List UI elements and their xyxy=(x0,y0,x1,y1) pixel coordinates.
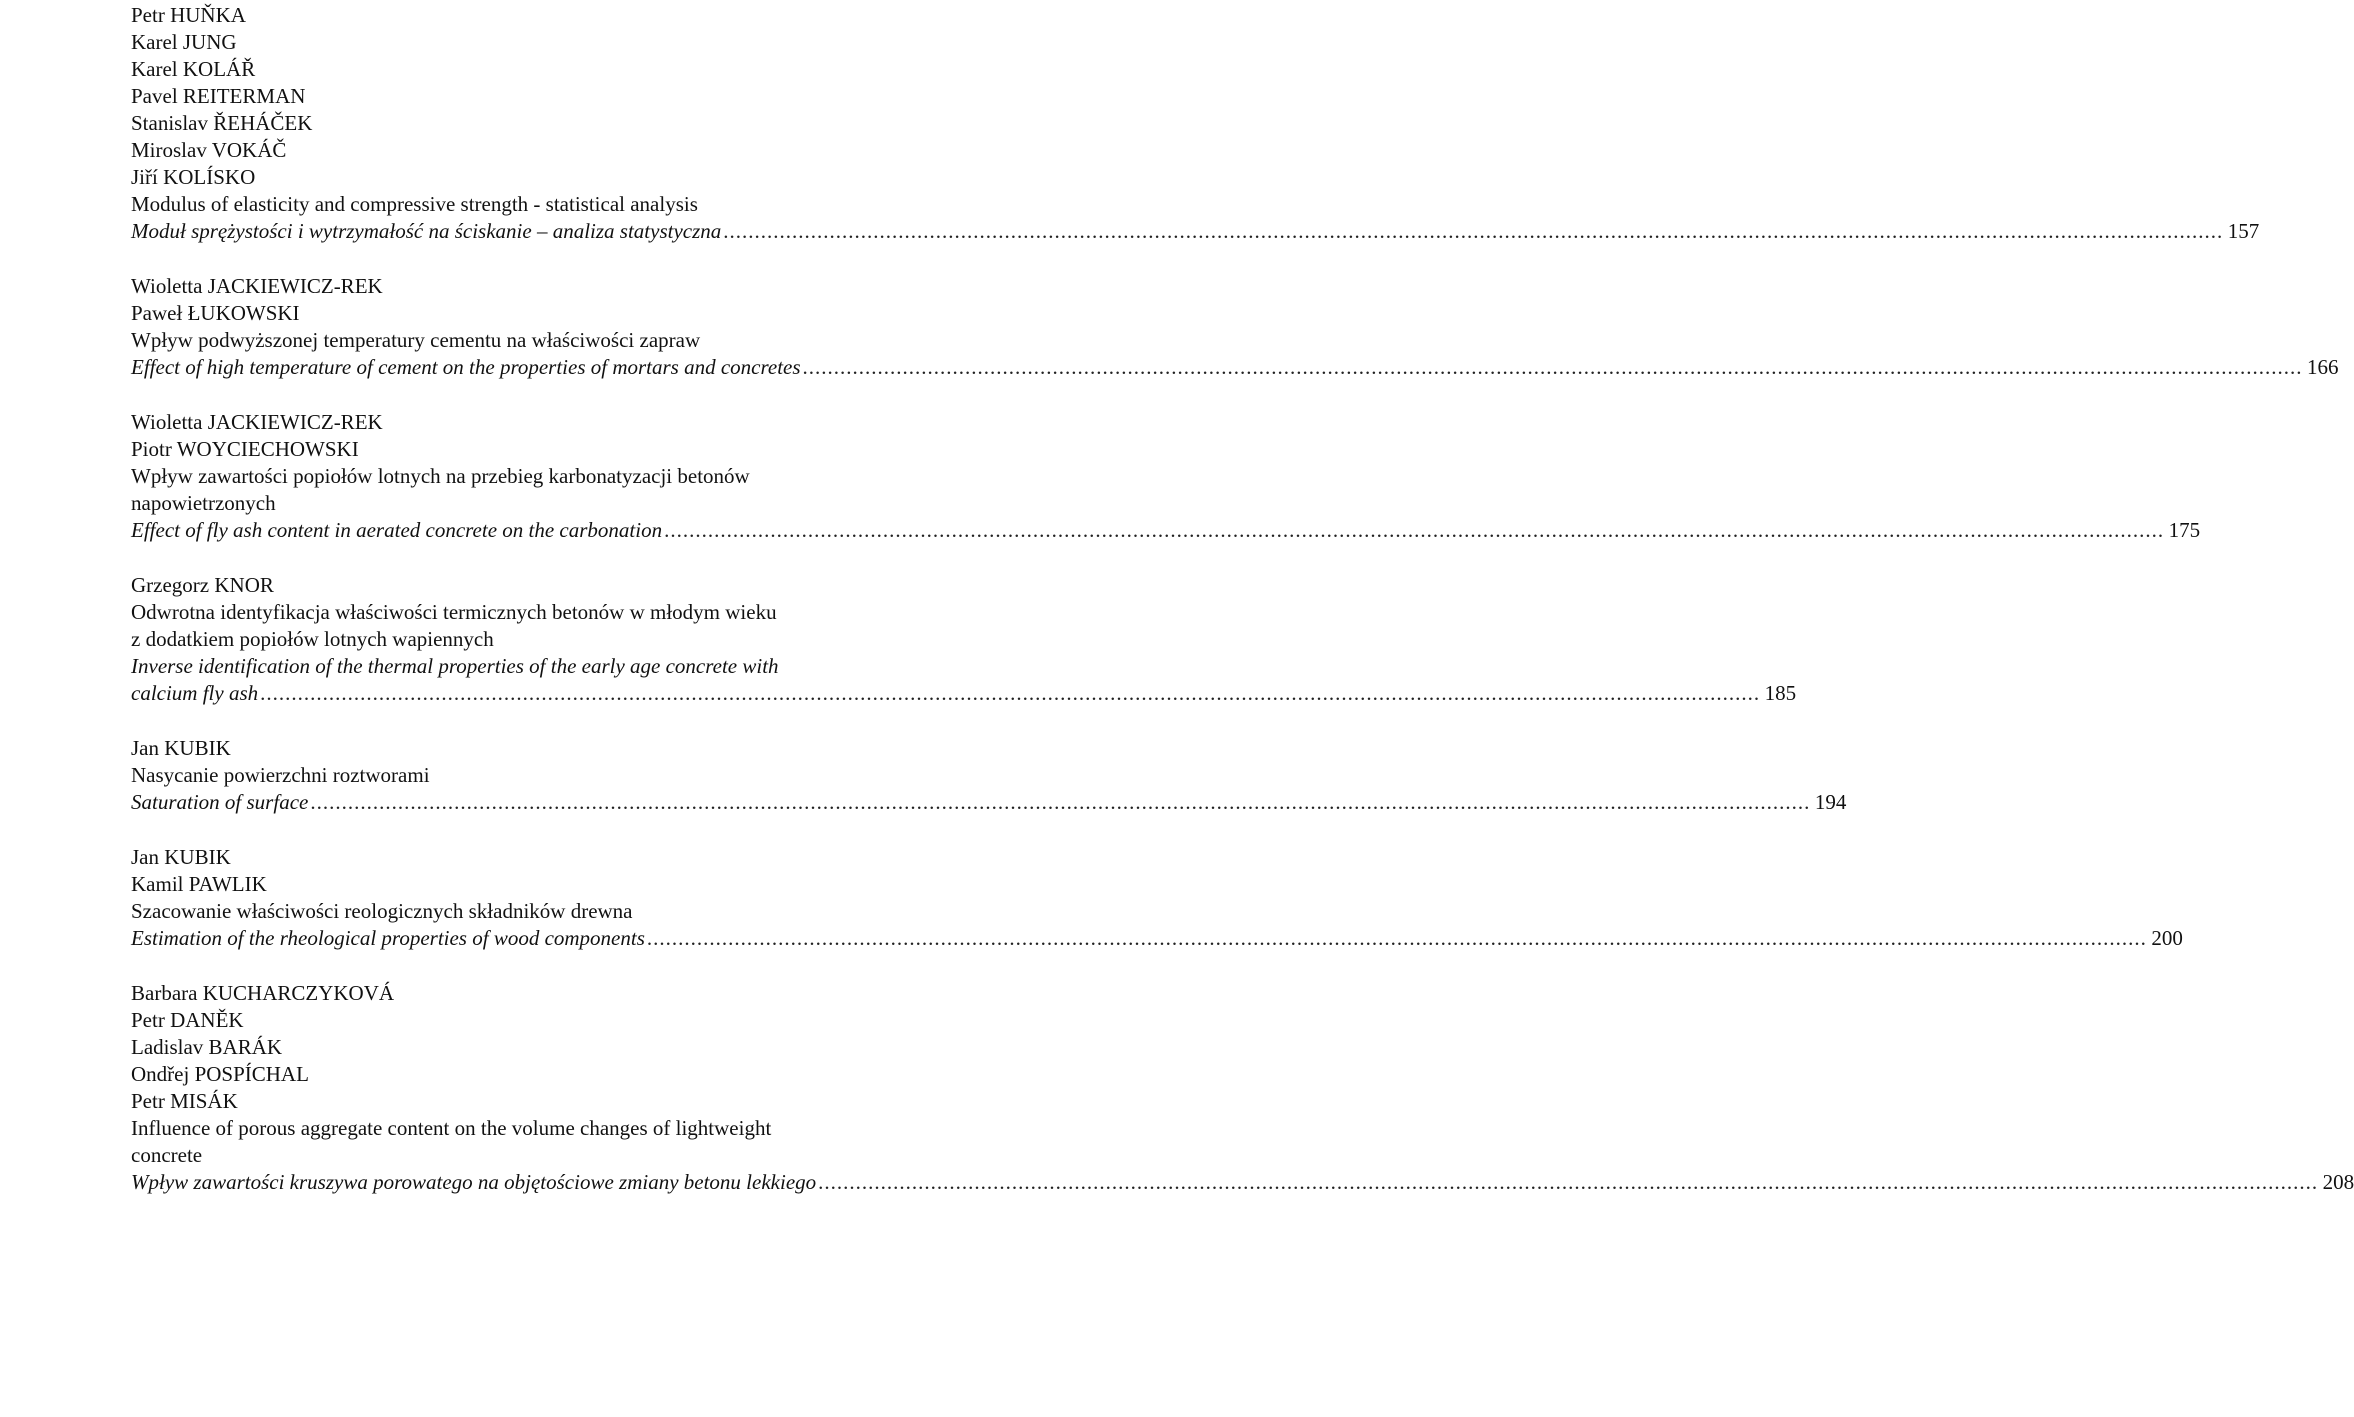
author-name: Petr MISÁK xyxy=(131,1089,238,1113)
article-title: napowietrzonych xyxy=(131,491,276,515)
author-name: Barbara KUCHARCZYKOVÁ xyxy=(131,981,395,1005)
article-title-translation: Moduł sprężystości i wytrzymałość na ściskanie – analiza statystyczna xyxy=(131,219,722,243)
article-title: concrete xyxy=(131,1143,203,1167)
dot-leader xyxy=(803,354,2303,381)
author-name: Petr DANĚK xyxy=(131,1008,244,1032)
article-title: Wpływ podwyższonej temperatury cementu na właściwości zapraw xyxy=(131,328,701,352)
toc-entry-last-line xyxy=(131,789,1847,816)
dot-leader xyxy=(664,517,2164,544)
dot-leader xyxy=(260,680,1760,707)
author-name: Wioletta JACKIEWICZ-REK xyxy=(131,274,383,298)
page-number: 157 xyxy=(2227,219,2260,243)
article-title-translation: calcium fly ash xyxy=(131,681,259,705)
author-name: Jan KUBIK xyxy=(131,736,231,760)
article-title: Szacowanie właściwości reologicznych składników drewna xyxy=(131,899,633,923)
page-number: 166 xyxy=(2307,355,2339,379)
dot-leader xyxy=(723,218,2223,245)
author-name: Kamil PAWLIK xyxy=(131,872,267,896)
page-number: 185 xyxy=(1764,681,1797,705)
article-title-translation: Estimation of the rheological properties of wood components xyxy=(131,926,645,950)
page-number: 208 xyxy=(2322,1170,2354,1194)
toc-entry xyxy=(131,735,1847,816)
toc-entry xyxy=(131,2,2260,245)
article-title: Odwrotna identyfikacja właściwości termicznych betonów w młodym wieku xyxy=(131,600,777,624)
article-title: Nasycanie powierzchni roztworami xyxy=(131,763,430,787)
author-name: Karel KOLÁŘ xyxy=(131,57,256,81)
author-name: Ladislav BARÁK xyxy=(131,1035,283,1059)
page-number: 200 xyxy=(2151,926,2183,950)
toc-entry xyxy=(131,980,2354,1196)
author-name: Piotr WOYCIECHOWSKI xyxy=(131,437,359,461)
toc-entry xyxy=(131,273,2339,381)
author-name: Ondřej POSPÍCHAL xyxy=(131,1062,309,1086)
dot-leader xyxy=(310,789,1810,816)
author-name: Petr HUŇKA xyxy=(131,3,246,27)
toc-entry-last-line xyxy=(131,354,2339,381)
toc-entry-last-line xyxy=(131,218,2260,245)
toc-entry-last-line xyxy=(131,1169,2354,1196)
author-name: Jiří KOLÍSKO xyxy=(131,165,256,189)
article-title: z dodatkiem popiołów lotnych wapiennych xyxy=(131,627,494,651)
toc-entry-last-line xyxy=(131,680,1797,707)
author-name: Pavel REITERMAN xyxy=(131,84,306,108)
dot-leader xyxy=(647,925,2147,952)
article-title: Influence of porous aggregate content on the volume changes of lightweight xyxy=(131,1116,772,1140)
article-title-translation: Wpływ zawartości kruszywa porowatego na objętościowe zmiany betonu lekkiego xyxy=(131,1170,817,1194)
article-title: Wpływ zawartości popiołów lotnych na przebieg karbonatyzacji betonów xyxy=(131,464,750,488)
toc-entry xyxy=(131,572,1797,707)
table-of-contents xyxy=(131,2,2354,1224)
author-name: Miroslav VOKÁČ xyxy=(131,138,287,162)
dot-leader xyxy=(818,1169,2318,1196)
article-title-translation: Effect of high temperature of cement on the properties of mortars and concretes xyxy=(131,355,801,379)
toc-entry-last-line xyxy=(131,517,2201,544)
article-title: Modulus of elasticity and compressive strength - statistical analysis xyxy=(131,192,698,216)
author-name: Stanislav ŘEHÁČEK xyxy=(131,111,313,135)
author-name: Jan KUBIK xyxy=(131,845,231,869)
article-title-translation: Inverse identification of the thermal properties of the early age concrete with xyxy=(131,654,779,678)
page-number: 194 xyxy=(1814,790,1847,814)
toc-entry xyxy=(131,409,2201,544)
article-title-translation: Saturation of surface xyxy=(131,790,309,814)
article-title-translation: Effect of fly ash content in aerated concrete on the carbonation xyxy=(131,518,663,542)
author-name: Karel JUNG xyxy=(131,30,237,54)
author-name: Grzegorz KNOR xyxy=(131,573,274,597)
page-number: 175 xyxy=(2168,518,2201,542)
toc-entry xyxy=(131,844,2183,952)
author-name: Paweł ŁUKOWSKI xyxy=(131,301,300,325)
author-name: Wioletta JACKIEWICZ-REK xyxy=(131,410,383,434)
toc-entry-last-line xyxy=(131,925,2183,952)
